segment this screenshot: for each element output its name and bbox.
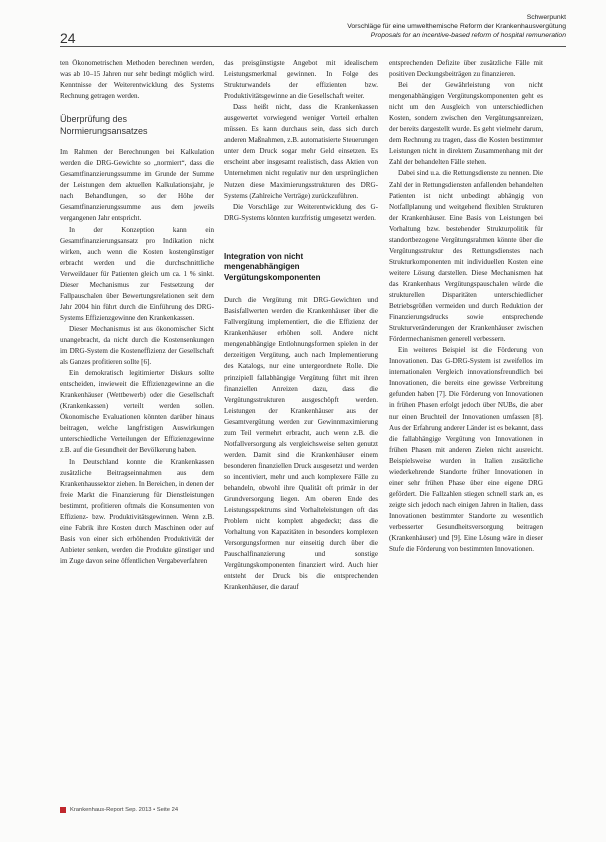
- text-column-2: [224, 58, 378, 593]
- paragraph: entsprechenden Defizite über zusätzliche Fälle mit positiven Deckungsbeiträgen zu finanzieren.: [389, 59, 543, 79]
- paragraph: Dabei sind u.a. die Rettungsdienste zu nennen. Die Zahl der in Rettungsdiensten anfallenden behandelten Patienten ist nicht unbedingt abhängig von Notfallplanung und weitgehend flexiblen Strukturen der Krankenhäuser. Eine Basis von Leistungen bei Vorhaltung bzw. bestehender Strukturpolitik für standortbezogene Vergütungsrahmen könnte über die Vergütungsstruktur des Rettungsdienstes nach Strukturkomponenten mit individuellen Kosten eine weitere Lösung darstellen. Diese Mechanismen hat das Krankenhaus Vergütungspauschalen würde die strukturellen Disparitäten unterschiedlicher Betriebsgrößen vermeiden und durch Reduktion der Finanzierungsdrucks sowie entsprechende Strukturveränderungen der Krankenhäuser zwischen Fördermechanismen generell verbessern.: [389, 169, 543, 344]
- footer: [60, 807, 178, 813]
- paragraph: In Deutschland konnte die Krankenkassen zusätzliche Beitragseinnahmen aus dem Krankenhaussektor ziehen. In Bereichen, in denen der freie Markt die Finanzierung für Dienstleistungen bestimmt, profitieren oftmals die Konsumenten von Effizienz- bzw. Produktivitätsgewinnen. Wenn z.B. eine Fabrik ihre Kosten durch Maschinen oder auf Basis von einer sich erhöhenden Produktivität der Anbieter senken, werden die Produkte günstiger und im Zuge davon seine öffentlichen Vergabeverfahren: [60, 457, 214, 565]
- text-column-1: [60, 58, 214, 567]
- header-rule: [60, 46, 566, 47]
- page-number: 24: [60, 30, 76, 46]
- paragraph: Die Vorschläge zur Weiterentwicklung des G-DRG-Systems könnten kurzfristig umgesetzt werden.: [224, 202, 378, 222]
- paragraph: Ein demokratisch legitimierter Diskurs sollte entscheiden, inwieweit die Effizienzgewinne an die Krankenhäuser (Wettbewerb) oder die Gesellschaft (Krankenkassen) verteilt werden sollen. Ökonomische Evaluationen könnten darüber hinaus beitragen, welche langfristigen Auswirkungen unterschiedliche Verteilungen der Effizienzgewinne z.B. auf die Gesundheit der Bevölkerung haben.: [60, 369, 214, 455]
- section-heading: Integration von nicht mengenabhängigen Vergütungskomponenten: [224, 251, 321, 282]
- paragraph: das preisgünstigste Angebot mit idealischem Leistungsmerkmal gewinnen. In Folge des Strukturwandels der effizienten bzw. Produktivitätsgewinne an die Gesellschaft weiter.: [224, 59, 378, 101]
- text-column-3: [389, 58, 543, 555]
- running-head-subtitle: Proposals for an incentive-based reform of hospital remuneration: [370, 31, 566, 39]
- running-head-title: Vorschläge für eine umwelthemische Reform der Krankenhausvergütung: [347, 22, 566, 30]
- footer-text: Krankenhaus-Report Sep. 2013 • Seite 24: [70, 807, 179, 813]
- paragraph: Dieser Mechanismus ist aus ökonomischer Sicht unangebracht, da nicht durch die Kostensenkungen im DRG-System die Kosteneffizienz der Gesellschaft als Ganzes profitieren sollte [6].: [60, 324, 214, 367]
- section-heading: Überprüfung des Normierungsansatzes: [60, 114, 148, 136]
- paragraph: Durch die Vergütung mit DRG-Gewichten und Basisfallwerten werden die Krankenhäuser über die Fallvergütung implementiert, die die Effizienz der Krankenhäuser erhöhen soll. Andere nicht mengenabhängige Entlohnungsformen spielen in der derzeitigen Vergütung, auch nach Implementierung des Katalogs, nur eine untergeordnete Rolle. Die prinzipiell fallabhängige Vergütung führt mit ihren finanziellen Anreizen dazu, dass die Vergütungsstrukturen ausgeschöpft werden. Leistungen der Krankenhäuser aus der Gesamtvergütung werden zur Gewinnmaximierung zum Teil vermehrt erbracht, auch wenn z.B. die Notfallversorgung als vergleichsweise selten genutzt werden. Damit sind die Krankenhäuser einem besonderen finanziellen Druck ausgesetzt und werden so incentiviert, mehr und auch komplexere Fälle zu behandeln, obwohl ihre Qualität oft primär in der Grundversorgung liegen. Am oberen Ende des Leistungsspektrums sind Vorhalteleistungen oft das Problem nicht komplett abgedeckt; dass die Vorhaltung von Kapazitäten in besonders komplexen Versorgungsformen nur einseitig durch über die Pauschalfinanzierung und sonstige Vergütungskomponenten finanziert wird. Auch hier entsteht der Druck bis die entsprechenden Krankenhäuser, die darauf: [224, 296, 378, 592]
- paragraph: Bei der Gewährleistung von nicht mengenabhängigen Vergütungskomponenten geht es nicht um den Ausgleich von unterschiedlichen Kosten, sondern zwischen den Vergütungsanreizen, der bereits dargestellt wurde. Es geht vielmehr darum, dem Rechnung zu tragen, dass die Kosten bestimmter Leistungen nicht in direktem Zusammenhang mit der Zahl der behandelten Fälle stehen.: [389, 81, 543, 167]
- paragraph: Ein weiteres Beispiel ist die Förderung von Innovationen. Das G-DRG-System ist zweifellos im internationalen Vergleich innovationsfreundlich bei Innovationen, die bereits eine gewisse Verbreitung gefunden haben [7]. Die Förderung von Innovationen in frühen Phasen erfolgt jedoch über NUBs, die aber nur einen Bruchteil der Innovationen umfassen [8]. Aus der Erfahrung anderer Länder ist es bekannt, dass die fallabhängige Vergütung von Innovationen in frühen Phasen mit anderen Zielen nicht ausreicht. Beispielsweise wurden in Italien zusätzliche wiederkehrende Standorte früher Innovationen in einer sehr frühen Phase über eine eigene DRG gefördert. Die Fallzahlen stiegen schnell stark an, es zeigte sich jedoch nach einigen Jahren in Italien, dass Innovationen bestimmter Standorte zu wesentlich verbesserter Gesundheitsversorgung beitragen (Krankenhäuser) und [9]. Eine Lösung wäre in dieser Stufe die Förderung von bestimmten Innovationen.: [389, 346, 543, 554]
- running-head: [266, 14, 566, 40]
- paragraph: Im Rahmen der Berechnungen bei Kalkulation werden die DRG-Gewichte so „normiert“, dass die Gesamtfinanzierungssumme im Grunde der Summe der Leistungen dem aktuellen Kalkulationsjahr, je nach Behandlungen, so der Höhe der Gesamtfinanzierungssumme aus dem jeweils vergangenen Jahr entspricht.: [60, 148, 214, 223]
- paragraph: ten Ökonometrischen Methoden berechnen werden, was ab 10–15 Jahren nur sehr bedingt möglich wird. Kenntnisse der Weiterentwicklung des Systems Rechnung getragen werden.: [60, 59, 214, 101]
- paragraph: In der Konzeption kann ein Gesamtfinanzierungsansatz pro Indikation nicht wirken, auch wenn die Kosten kostengünstiger erbracht werden und die durchschnittliche Verweildauer für Patienten gleich um ca. 1 % sinkt. Dieser Mechanismus zur Festsetzung der Fallpauschalen über Bewertungsrelationen seit dem Jahr 2004 hin führt durch die Einführung des DRG-Systems Effizienzgewinne den Krankenkassen.: [60, 225, 214, 322]
- footer-marker: [60, 807, 66, 813]
- paragraph: Dass heißt nicht, dass die Krankenkassen ausgewertet vorwiegend weniger Vorteil erhalten müssen. Es kann durchaus sein, dass sich durch anderen Maßnahmen, z.B. automatisierte Steuerungen unter dem Druck sogar mehr Geld einsetzen. Es erscheint aber insgesamt realistisch, dass Aktien von Unternehmen nicht regulativ nur den ursprünglichen Nutzen diese Maximierungsstrukturen des DRG-Systems (Zahlreiche Verträge) zurückzuführen.: [224, 103, 378, 200]
- running-head-section: Schwerpunkt: [526, 14, 566, 21]
